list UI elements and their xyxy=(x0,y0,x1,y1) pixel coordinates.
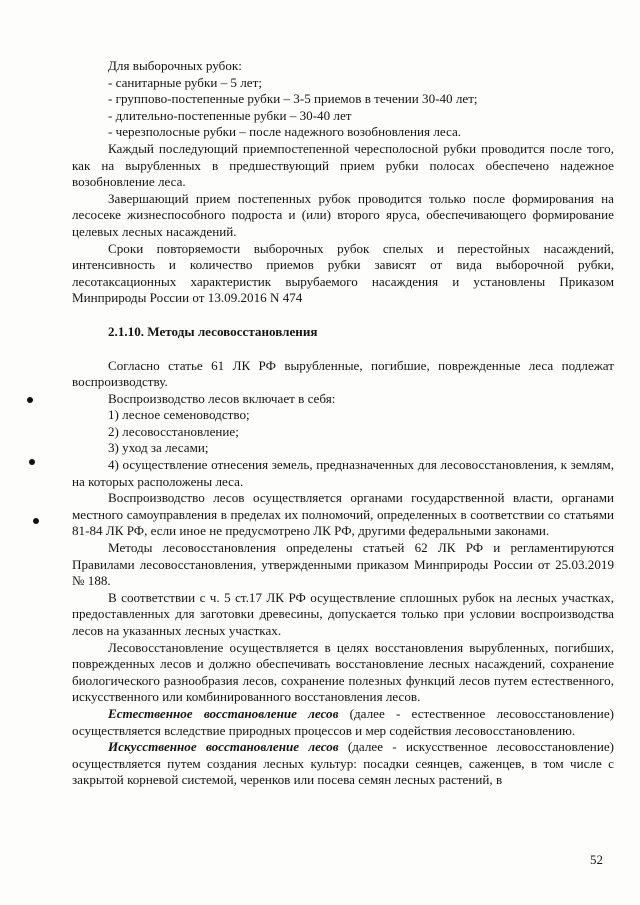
paragraph: Методы лесовосстановления определены статьей 62 ЛК РФ и регламентируются Правилами лесовосстановления, утвержденными приказом Минприроды России от 25.03.2019 № 188. xyxy=(72,540,614,589)
paragraph: Сроки повторяемости выборочных рубок спелых и перестойных насаждений, интенсивность и количество приемов рубки зависят от вида выборочной рубки, лесотаксационных характеристик вырубаемого насаждения и установлены Приказом Минприроды России от 13.09.2016 N 474 xyxy=(72,240,614,306)
reproduction-list-title: Воспроизводство лесов включает в себя: xyxy=(108,390,336,406)
paragraph: Завершающий прием постепенных рубок проводится только после формирования на лесосеке жизнеспособного подроста и (или) второго яруса, обеспечивающего формирование целевых лесных насаждений. xyxy=(72,190,614,239)
list-item: - длительно-постепенные рубки – 30-40 лет xyxy=(108,107,352,123)
list-item: - санитарные рубки – 5 лет; xyxy=(108,74,262,90)
paragraph: Воспроизводство лесов осуществляется органами государственной власти, органами местного самоуправления в пределах их полномочий, определенных в соответствии со статьями 81-84 ЛК РФ, если иное не предусмотрено ЛК РФ, другими федеральными законами. xyxy=(72,490,614,539)
list-item: 3) уход за лесами; xyxy=(108,440,209,456)
margin-punch-mark xyxy=(33,518,39,524)
margin-punch-mark xyxy=(29,459,35,465)
list-item: 4) осуществление отнесения земель, предназначенных для лесовосстановления, к землям, на которых расположены леса. xyxy=(72,457,614,489)
artificial-restoration-term: Искусственное восстановление лесов xyxy=(108,739,339,755)
paragraph: Лесовосстановление осуществляется в целях восстановления вырубленных, погибших, поврежденных лесов и должно обеспечивать восстановление лесных насаждений, сохранение биологического разнообразия лесов, сохранение полезных функций лесов путем естественного, искусственного или комбинированного восстановления лесов. xyxy=(72,639,614,705)
paragraph: Согласно статье 61 ЛК РФ вырубленные, погибшие, поврежденные леса подлежат воспроизводству. xyxy=(72,357,614,390)
margin-punch-mark xyxy=(27,397,33,403)
list-item: - черезполосные рубки – после надежного возобновления леса. xyxy=(108,124,462,140)
list-item: - группово-постепенные рубки – 3-5 приемов в течении 30-40 лет; xyxy=(108,91,478,107)
artificial-restoration-text: (далее - искусственное лесовосстановление) осуществляется путем создания лесных культур: посадки сеянцев, саженцев, в том числе с закрытой корневой системой, черенков или посева семян лесных растений, в xyxy=(72,739,614,788)
list-item: 2) лесовосстановление; xyxy=(108,423,239,439)
list-item: 1) лесное семеноводство; xyxy=(108,407,250,423)
paragraph-natural-restoration xyxy=(72,706,614,739)
paragraph: Каждый последующий приемпостепенной чересполосной рубки проводится после того, как на вырубленных в предшествующий прием рубки полосах обеспечено надежное возобновление леса. xyxy=(72,140,614,190)
page-number: 52 xyxy=(590,852,603,867)
page-content xyxy=(72,58,614,789)
paragraph: В соответствии с ч. 5 ст.17 ЛК РФ осуществление сплошных рубок на лесных участках, предоставленных для заготовки древесины, допускается только при условии воспроизводства лесов на указанных лесных участках. xyxy=(72,589,614,638)
natural-restoration-text: (далее - естественное лесовосстановление) осуществляется вследствие природных процессов и мер содействия лесовосстановлению. xyxy=(72,705,614,738)
paragraph-artificial-restoration xyxy=(72,739,614,789)
natural-restoration-term: Естественное восстановление лесов xyxy=(108,705,339,721)
selective-cuttings-title: Для выборочных рубок: xyxy=(108,58,242,73)
section-heading: 2.1.10. Методы лесовосстановления xyxy=(108,323,318,339)
